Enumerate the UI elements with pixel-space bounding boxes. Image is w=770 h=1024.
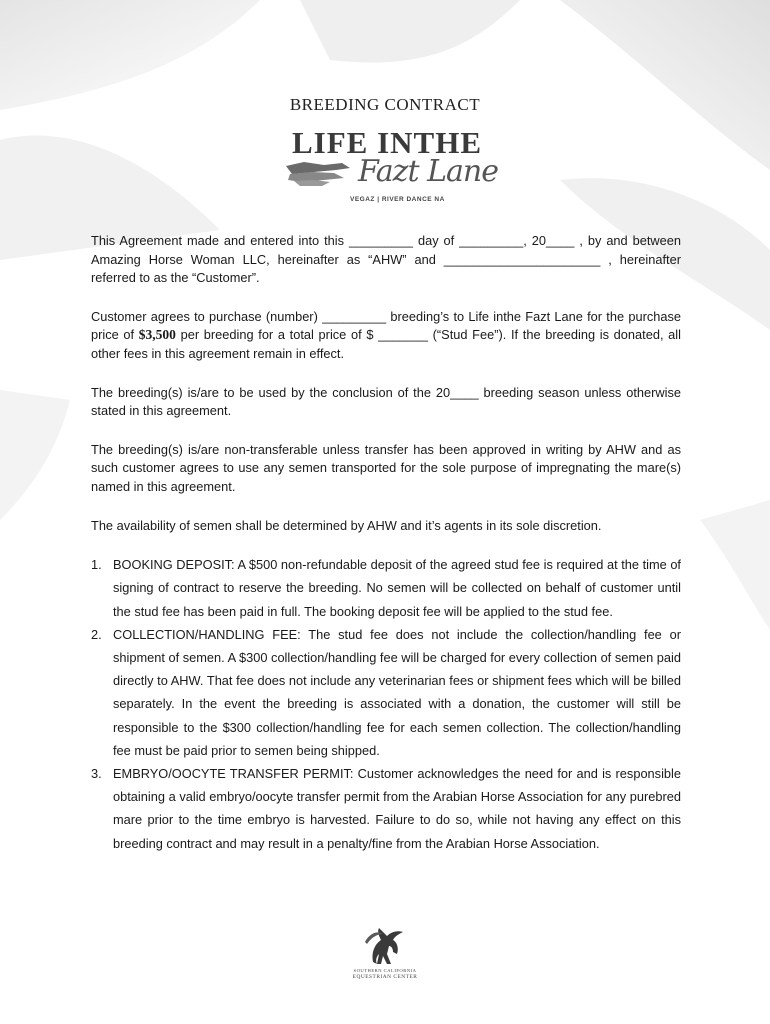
pegasus-icon	[355, 922, 415, 968]
list-item	[91, 762, 681, 855]
availability-paragraph: The availability of semen shall be determined by AHW and it’s agents in its sole discretion.	[91, 517, 602, 533]
list-item-text: BOOKING DEPOSIT: A $500 non-refundable deposit of the agreed stud fee is required at the time of signing of contract to reserve the breeding. No semen will be collected on behalf of customer until the stud fee has been paid in full. The booking deposit fee will be applied to the stud fee.	[113, 557, 681, 619]
purchase-text-pre: Customer agrees to purchase (number) _________ breeding’s to Life inthe Fazt Lane for the purchase price of	[91, 308, 681, 343]
equestrian-center-logo	[340, 922, 430, 988]
contract-body	[91, 232, 681, 855]
logo-line1: LIFE INTHE	[292, 125, 483, 160]
logo-subtitle: VEGAZ | RIVER DANCE NA	[350, 196, 445, 203]
list-item-text: EMBRYO/OOCYTE TRANSFER PERMIT: Customer acknowledges the need for and is responsible obtaining a valid embryo/oocyte transfer permit from the Arabian Horse Association for any purebred mare prior to the time embryo is harvested. Failure to do so, while not having any effect on this breeding contract and may result in a penalty/fine from the Arabian Horse Association.	[113, 765, 681, 851]
logo-line2: Fazt Lane	[358, 154, 498, 189]
season-paragraph: The breeding(s) is/are to be used by the conclusion of the 20____ breeding season unless otherwise stated in this agreement.	[91, 384, 681, 419]
list-item	[91, 553, 681, 623]
purchase-paragraph	[91, 308, 681, 364]
terms-list	[91, 553, 681, 855]
list-item	[91, 623, 681, 762]
list-item-number: 3.	[91, 765, 102, 781]
document-title: BREEDING CONTRACT	[289, 95, 481, 114]
purchase-text-post: per breeding for a total price of $ _______ (“Stud Fee”). If the breeding is donated, all other fees in this agreement remain in effect.	[91, 327, 681, 361]
intro-paragraph: This Agreement made and entered into this _________ day of _________, 20____ , by and between Amazing Horse Woman LLC, hereinafter as “AHW” and ______________________ , hereinafter referred to as the “Customer”.	[91, 233, 681, 286]
list-item-number: 1.	[91, 557, 102, 573]
footer-line1: SOUTHERN CALIFORNIA	[353, 968, 417, 973]
horse-mane-icon	[284, 160, 354, 188]
footer-line2: EQUESTRIAN CENTER	[352, 974, 418, 980]
list-item-number: 2.	[91, 626, 102, 642]
transfer-paragraph: The breeding(s) is/are non-transferable unless transfer has been approved in writing by AHW and as such customer agrees to use any semen transported for the sole purpose of impregnating the mare(s) named in this agreement.	[91, 441, 681, 494]
list-item-text: COLLECTION/HANDLING FEE: The stud fee does not include the collection/handling fee or shipment of semen. A $300 collection/handling fee will be charged for every collection of semen paid directly to AHW. That fee does not include any veterinarian fees or shipment fees which will be billed separately. In the event the breeding is associated with a donation, the customer will still be responsible to the $300 collection/handling fee for each semen collection. The collection/handling fee must be paid prior to semen being shipped.	[113, 626, 681, 758]
life-in-the-fazt-lane-logo	[280, 125, 498, 206]
purchase-price: $3,500	[138, 327, 176, 343]
footer-text	[340, 968, 430, 980]
